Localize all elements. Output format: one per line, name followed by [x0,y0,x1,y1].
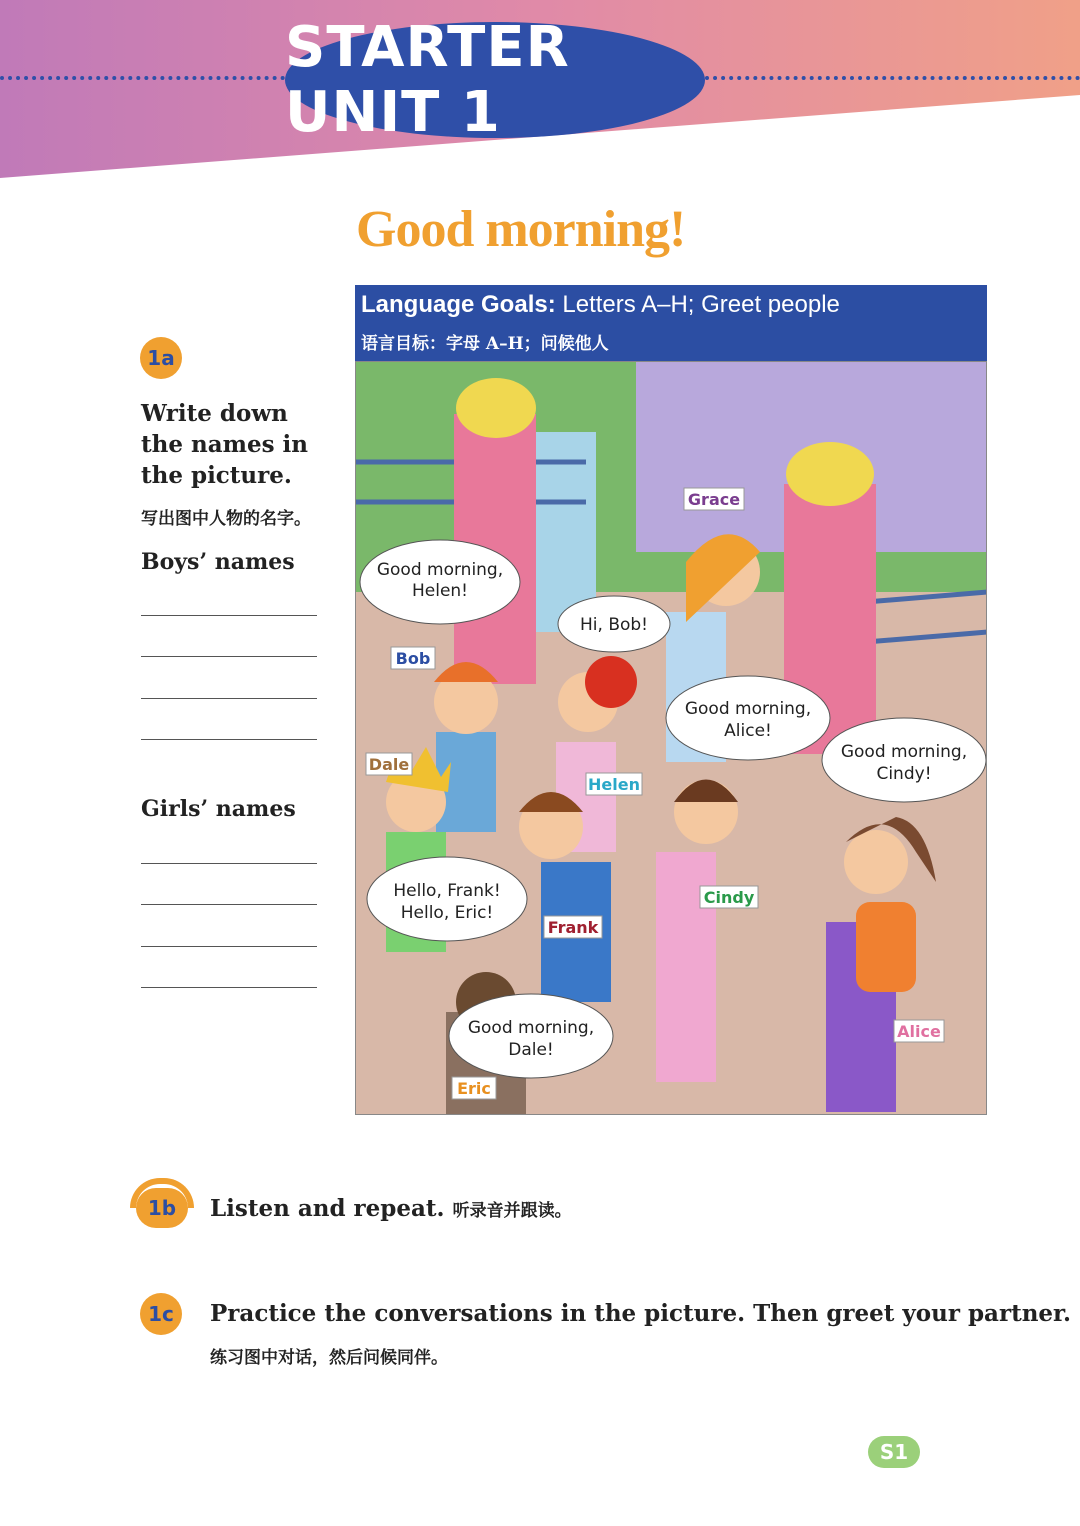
svg-text:Cindy: Cindy [703,888,755,907]
exercise-1c-text-zh: 练习图中对话，然后问候同伴。 [210,1348,448,1368]
name-tag-alice [894,1020,944,1042]
name-tag-frank [544,916,602,938]
boys-name-blank[interactable] [141,615,317,616]
svg-text:Frank: Frank [547,918,599,937]
page-title: Good morning! [356,201,686,258]
svg-text:Good morning,: Good morning, [467,1018,595,1038]
header-dots-left [0,76,285,80]
girls-name-blank[interactable] [141,987,317,988]
svg-text:Hello, Frank!: Hello, Frank! [393,881,501,901]
svg-text:Alice!: Alice! [724,721,772,741]
boys-name-blank[interactable] [141,656,317,657]
name-tag-cindy [700,886,758,908]
girls-name-blank[interactable] [141,863,317,864]
exercise-badge-1c: 1c [140,1293,182,1335]
exercise-1b-text: Listen and repeat. 听录音并跟读。 [210,1195,572,1222]
speech-bubble [822,718,986,802]
name-tag-bob [391,647,435,669]
svg-text:Dale: Dale [368,755,410,774]
header-dots-right [705,76,1080,80]
svg-text:Hi, Bob!: Hi, Bob! [580,615,648,635]
svg-text:Good morning,: Good morning, [376,560,504,580]
language-goals-zh: 语言目标：字母 A–H；问候他人 [361,334,609,354]
svg-text:Alice: Alice [897,1022,941,1041]
boys-name-blank[interactable] [141,739,317,740]
svg-text:Helen!: Helen! [411,581,469,601]
name-tag-grace [684,488,744,510]
unit-pill [285,15,705,145]
speech-bubble [360,540,520,624]
svg-text:Grace: Grace [687,490,741,509]
svg-text:Good morning,: Good morning, [684,699,812,719]
boys-names-label: Boys’ names [141,549,295,575]
page-number: S1 [868,1436,920,1468]
language-goals-text: Language Goals: Letters A–H; Greet people [361,291,840,318]
svg-text:Hello, Eric!: Hello, Eric! [400,903,494,923]
svg-text:Helen: Helen [588,775,640,794]
girls-name-blank[interactable] [141,946,317,947]
exercise-badge-1a: 1a [140,337,182,379]
illustration [355,361,987,1115]
svg-text:Cindy!: Cindy! [876,764,932,784]
girls-name-blank[interactable] [141,904,317,905]
svg-text:Dale!: Dale! [508,1040,554,1060]
language-goals-box [355,285,987,361]
girls-names-label: Girls’ names [141,796,296,822]
name-tag-dale [366,753,412,775]
svg-text:Eric: Eric [457,1079,491,1098]
svg-text:Good morning,: Good morning, [840,742,968,762]
exercise-badge-1b: 1b [136,1188,188,1228]
speech-bubble [449,994,613,1078]
svg-text:Bob: Bob [395,649,431,668]
exercise-1a-instruction-zh: 写出图中人物的名字。 [141,509,311,529]
speech-bubble [367,857,527,941]
exercise-1a-instruction: Write down the names in the picture. [141,400,308,489]
boys-name-blank[interactable] [141,698,317,699]
name-tag-helen [586,773,642,795]
speech-bubble [558,596,670,652]
exercise-1c-text: Practice the conversations in the picture. Then greet your partner. [210,1300,1072,1327]
name-tag-eric [452,1077,496,1099]
unit-title: STARTER UNIT 1 [285,15,570,145]
speech-bubble [666,676,830,760]
